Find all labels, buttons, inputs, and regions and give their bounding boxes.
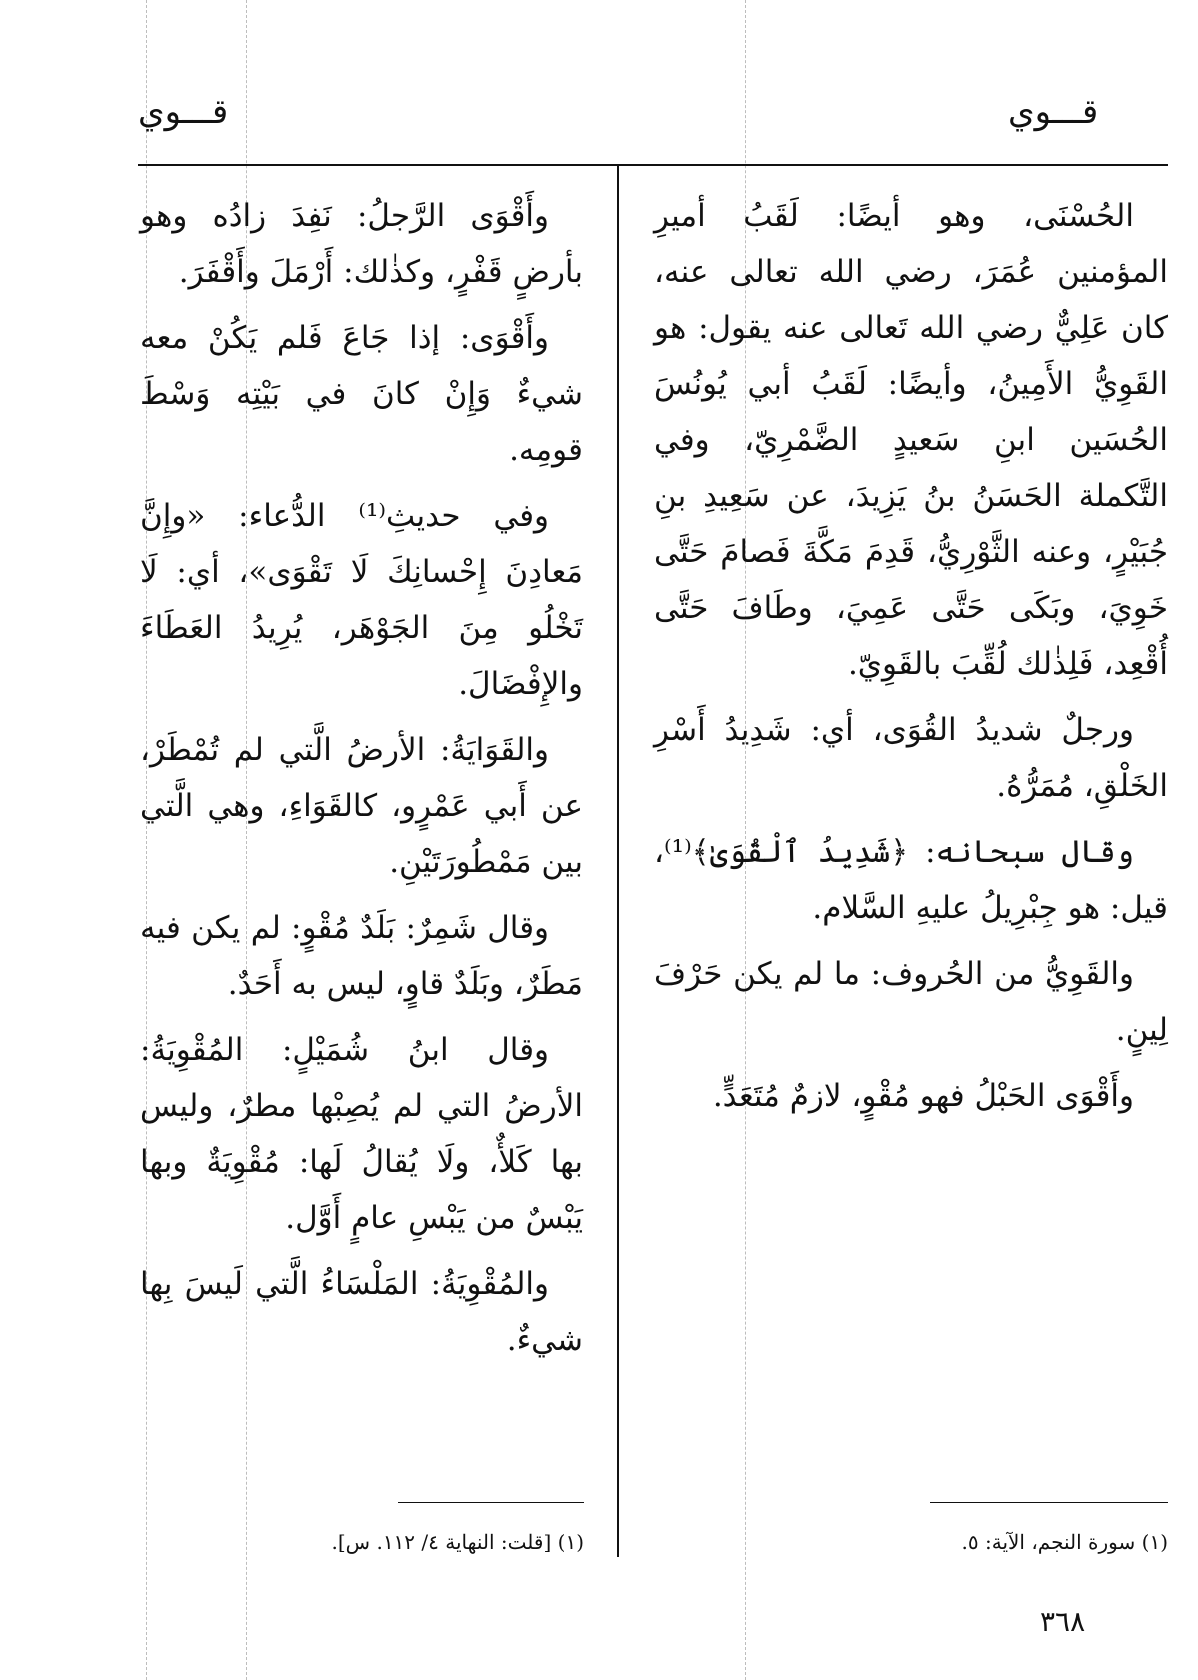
paragraph: وقال سبحانه: ﴿شَدِيدُ ٱلْقُوَىٰ﴾⁽¹⁾، قيل: هو جِبْرِيلُ عليهِ السَّلام. — [654, 834, 1168, 926]
footnote-rule-left — [398, 1502, 584, 1503]
paragraph: وأَقْوَى: إذا جَاعَ فَلم يَكُنْ معه شيءٌ وَإِنْ كانَ في بَيْتِه وَسْطَ قومِه. — [140, 320, 583, 468]
left-column — [140, 188, 583, 1378]
header-right-word: قـــوي — [1008, 92, 1099, 132]
right-column — [654, 188, 1168, 1134]
paragraph: والقَوَايَةُ: الأرضُ الَّتي لم تُمْطَرْ، عن أَبي عَمْرٍو، كالقَوَاءِ، وهي الَّتي بين مَمْطُورَتَيْنِ. — [140, 732, 583, 880]
paragraph: والقَوِيُّ من الحُروف: ما لم يكن حَرْفَ لِينٍ. — [654, 956, 1168, 1048]
paragraph: وأَقْوَى الحَبْلُ فهو مُقْوٍ، لازمٌ مُتَعَدٍّ. — [712, 1078, 1134, 1114]
paragraph: ورجلٌ شديدُ القُوَى، أي: شَدِيدُ أَسْرِ الخَلْقِ، مُمَرُّهُ. — [654, 712, 1168, 804]
paragraph: وأَقْوَى الرَّجلُ: نَفِدَ زادُه وهو بأرضٍ قَفْرٍ، وكذٰلك: أَرْمَلَ وأَقْفَرَ. — [140, 198, 583, 290]
header-rule — [138, 164, 1168, 166]
footnote-left: (١) [قلت: النهاية ٤/ ١١٢. س]. — [331, 1530, 584, 1554]
footnote-rule-right — [930, 1502, 1168, 1503]
header-left-word: قـــوي — [138, 92, 229, 132]
column-divider — [617, 164, 619, 1557]
footnote-right: (١) سورة النجم، الآية: ٥. — [961, 1530, 1168, 1554]
paragraph: وقال شَمِرٌ: بَلَدٌ مُقْوٍ: لم يكن فيه مَطَرٌ، وبَلَدٌ قاوٍ، ليس به أَحَدٌ. — [140, 910, 583, 1002]
paragraph: الحُسْنَى، وهو أيضًا: لَقَبُ أميرِ المؤمنين عُمَرَ، رضي الله تعالى عنه، كان عَلِيٌّ رضي الله تَعالى عنه يقول: هو القَوِيُّ الأَمِينُ، وأيضًا: لَقَبُ أبي يُونُسَ الحُسَين ابنِ سَعيدٍ الضَّمْرِيّ، وفي التَّكملة الحَسَنُ بنُ يَزِيدَ، عن سَعِيدِ بنِ جُبَيْرٍ، وعنه الثَّوْرِيُّ، قَدِمَ مَكَّةَ فَصامَ حَتَّى خَوِيَ، وبَكَى حَتَّى عَمِيَ، وطَافَ حَتَّى أُقْعِد، فَلِذٰلك لُقِّبَ بالقَوِيّ. — [654, 198, 1168, 682]
paragraph: وقال ابنُ شُمَيْلٍ: المُقْوِيَةُ: الأرضُ التي لم يُصِبْها مطرٌ، وليس بها كَلأٌ، ولَا يُقالُ لَها: مُقْوِيَةٌ وبها يَبْسٌ من يَبْسِ عامٍ أَوَّل. — [140, 1032, 583, 1236]
paragraph: والمُقْوِيَةُ: المَلْسَاءُ الَّتي لَيسَ بِها شيءٌ. — [140, 1266, 583, 1358]
page-number: ٣٦٨ — [1040, 1605, 1086, 1638]
paragraph: وفي حديثِ⁽¹⁾ الدُّعاء: «وإِنَّ مَعادِنَ إِحْسانِكَ لَا تَقْوَى»، أي: لَا تَخْلُو مِنَ الجَوْهَر، يُرِيدُ العَطَاءَ والإِفْضَالَ. — [140, 498, 583, 702]
